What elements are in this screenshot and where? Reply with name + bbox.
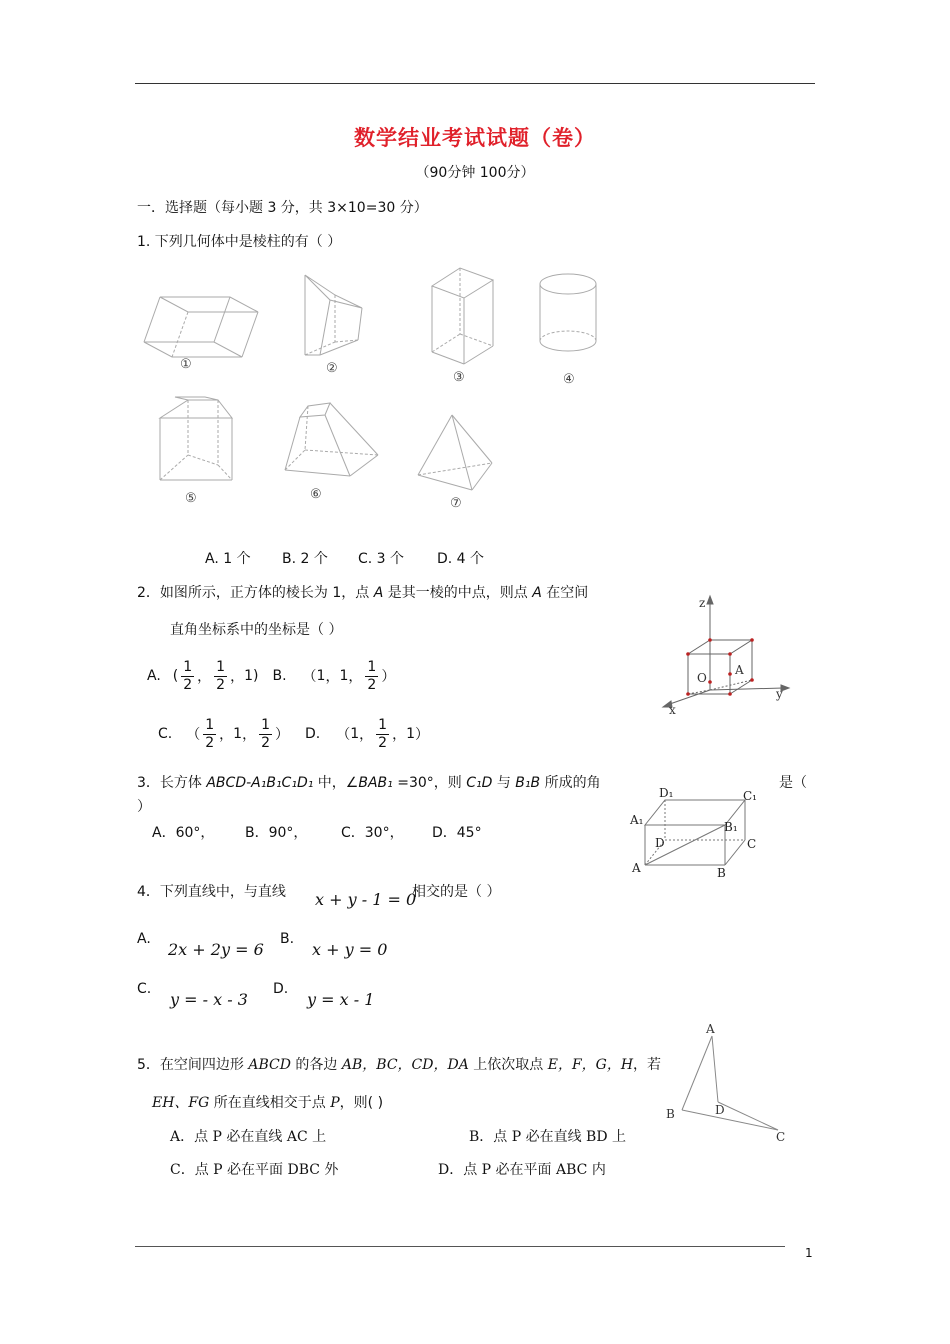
q3-option-a: A．60°， <box>152 825 215 841</box>
q2-axis-x: x <box>669 703 676 717</box>
exam-title: 数学结业考试试题（卷） <box>354 126 596 150</box>
header-rule <box>135 83 815 84</box>
q5-quadrilateral-figure <box>660 1018 790 1148</box>
q2-option-b-label: B. <box>272 668 287 684</box>
q2-option-c-x: $\frac{1}{2}$ <box>205 716 215 751</box>
q2-option-d-y: $\frac{1}{2}$ <box>378 716 388 751</box>
q1-option-d: D. 4 个 <box>437 551 485 567</box>
q2-option-b-z: $\frac{1}{2}$ <box>367 658 377 693</box>
q4-option-c-equation: y = - x - 3 <box>170 990 248 1009</box>
q3-label-d: D <box>655 836 665 850</box>
solid-label-7: ⑦ <box>450 496 462 511</box>
q2-option-c-z: $\frac{1}{2}$ <box>261 716 270 751</box>
q4-stem-b: 相交的是（ ） <box>412 884 501 900</box>
q2-cube-figure <box>655 590 795 720</box>
section-heading: 一．选择题（每小题 3 分，共 3×10=30 分） <box>137 200 428 216</box>
solid-label-2: ② <box>326 361 338 376</box>
q5-option-b: B．点 P 必在直线 BD 上 <box>469 1129 627 1145</box>
q5-stem-line2: EH、FG 所在直线相交于点 P，则( ) <box>152 1095 384 1111</box>
q2-option-a-row: A. ( $\frac{1}{2}$ ， $\frac{1}{2}$ ， 1 ) B. （ 1 ， 1 ， $\frac{1}{2}$ ） <box>147 658 396 693</box>
q2-origin-label: O <box>697 671 707 685</box>
q5-label-d: D <box>715 1103 725 1117</box>
q2-stem-line2: 直角坐标系中的坐标是（ ） <box>170 622 343 638</box>
q4-option-a-label: A. <box>137 931 151 947</box>
q3-cuboid-figure <box>625 785 765 885</box>
q3-label-d1: D₁ <box>659 786 674 800</box>
q5-label-a: A <box>706 1022 715 1036</box>
exam-subtitle: （90分钟 100分） <box>415 165 535 181</box>
solid-1-prism <box>144 297 258 357</box>
q2-option-a-y: $\frac{1}{2}$ <box>216 658 226 693</box>
footer-rule <box>135 1246 785 1247</box>
q2-axis-y: y <box>776 687 783 701</box>
q1-solids-figure <box>130 260 650 520</box>
q4-option-a-equation: 2x + 2y = 6 <box>168 940 264 959</box>
q5-option-a: A．点 P 必在直线 AC 上 <box>170 1129 327 1145</box>
solid-4-cylinder <box>540 274 596 351</box>
solid-label-3: ③ <box>453 370 465 385</box>
q2-option-c-row: C. （ $\frac{1}{2}$ ， 1 ， $\frac{1}{2}$ ） D. （ 1 ， $\frac{1}{2}$ ， 1 ） <box>158 716 429 751</box>
q3-option-d: D．45° <box>432 825 482 841</box>
q3-option-b: B．90°， <box>245 825 308 841</box>
q1-stem: 1. 下列几何体中是棱柱的有（ ） <box>137 234 342 250</box>
solid-label-5: ⑤ <box>185 491 197 506</box>
q3-stem-tail: 是（ <box>779 775 807 791</box>
solid-label-4: ④ <box>563 372 575 387</box>
solid-label-1: ① <box>180 357 192 372</box>
solid-label-6: ⑥ <box>310 487 322 502</box>
q3-stem: 3．长方体 ABCD-A₁B₁C₁D₁ 中，∠BAB₁ =30°，则 C₁D 与 B₁B 所成的角 <box>137 775 601 791</box>
q3-label-a1: A₁ <box>630 813 644 827</box>
q5-stem-line1: 5．在空间四边形 ABCD 的各边 AB，BC，CD，DA 上依次取点 E，F，G，H，若 <box>137 1057 662 1073</box>
q1-option-a: A. 1 个 <box>205 551 251 567</box>
q2-point-a-label: A <box>735 663 744 677</box>
q3-label-a: A <box>632 861 641 875</box>
q3-option-c: C．30°， <box>341 825 404 841</box>
q4-stem-a: 4．下列直线中，与直线 <box>137 884 286 900</box>
page-number: 1 <box>805 1246 813 1260</box>
q2-option-a-x: $\frac{1}{2}$ <box>183 658 193 693</box>
q3-label-b1: B₁ <box>724 820 738 834</box>
q5-option-c: C．点 P 必在平面 DBC 外 <box>170 1162 339 1178</box>
q4-option-b-label: B. <box>280 931 295 947</box>
q3-label-c: C <box>747 837 757 851</box>
q4-option-c-label: C. <box>137 981 152 997</box>
q2-option-a-label: A. <box>147 668 161 684</box>
q1-option-c: C. 3 个 <box>358 551 405 567</box>
q2-option-c-label: C. <box>158 726 173 742</box>
solid-5-frustum <box>160 397 232 480</box>
q2-option-d-label: D. <box>305 726 321 742</box>
q2-axis-z: z <box>699 596 706 610</box>
q5-option-d: D．点 P 必在平面 ABC 内 <box>438 1162 606 1178</box>
q4-option-d-equation: y = x - 1 <box>307 990 375 1009</box>
solid-6-frustum <box>285 403 378 476</box>
solid-2-frustum <box>305 275 362 355</box>
q5-label-c: C <box>776 1130 786 1144</box>
q3-label-b: B <box>717 866 726 880</box>
q5-label-b: B <box>666 1107 675 1121</box>
q2-stem-line1: 2．如图所示，正方体的棱长为 1，点 A 是其一棱的中点，则点 A 在空间 <box>137 585 589 601</box>
q4-option-b-equation: x + y = 0 <box>312 940 388 959</box>
solid-7-tetrahedron <box>418 415 492 490</box>
q3-label-c1: C₁ <box>743 789 757 803</box>
q1-option-b: B. 2 个 <box>282 551 328 567</box>
q3-stem-close: ） <box>137 799 151 815</box>
q4-option-d-label: D. <box>273 981 289 997</box>
q4-stem-equation: x + y - 1 = 0 <box>315 890 417 909</box>
solid-3-cuboid <box>432 268 493 364</box>
